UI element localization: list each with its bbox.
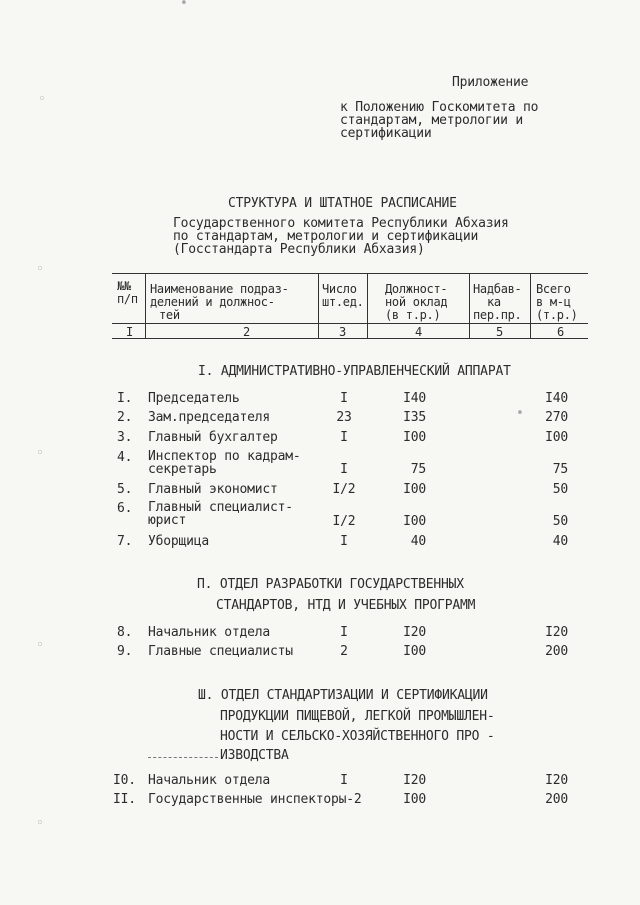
column-header: (в т.р.): [385, 308, 441, 322]
position-name: Зам.председателя: [148, 410, 271, 425]
salary-value: 75: [410, 462, 426, 477]
total-value: I00: [545, 430, 568, 445]
position-name: Начальник отдела: [148, 625, 271, 640]
binding-hole-mark: ◦: [36, 446, 44, 461]
salary-value: I00: [403, 430, 426, 445]
staff-count: 23: [336, 410, 352, 425]
position-name: Председатель: [148, 391, 240, 406]
column-header: (т.р.): [536, 308, 578, 322]
position-name: Государственные инспекторы-2: [148, 792, 362, 807]
binding-hole-mark: ◦: [36, 816, 44, 831]
position-name: Главный экономист: [148, 482, 278, 497]
appendix-line: стандартам, метрологии и: [340, 113, 524, 128]
binding-hole-mark: ◦: [36, 262, 44, 277]
position-name: Главный специалист-: [148, 500, 293, 515]
total-value: I20: [545, 625, 568, 640]
column-header: шт.ед.: [322, 295, 364, 309]
staff-count: I: [340, 625, 348, 640]
row-number: 7.: [117, 534, 133, 549]
column-number: I: [126, 325, 133, 339]
staff-count: I/2: [332, 482, 356, 497]
heading-line: Государственного комитета Республики Абхазия: [173, 216, 509, 231]
salary-value: 40: [410, 534, 426, 549]
column-header: Должност-: [385, 282, 448, 296]
binding-hole-mark: ◦: [36, 638, 44, 653]
column-header: ной оклад: [385, 295, 448, 309]
section-title: СТАНДАРТОВ, НТД И УЧЕБНЫХ ПРОГРАММ: [216, 598, 476, 613]
row-number: I0.: [113, 773, 136, 788]
total-value: 50: [552, 514, 568, 529]
position-name: Инспектор по кадрам-: [148, 449, 301, 464]
position-name: секретарь: [148, 462, 217, 477]
row-number: II.: [113, 792, 136, 807]
row-number: 8.: [117, 625, 133, 640]
column-header: п/п: [117, 292, 138, 306]
position-name: Главный бухгалтер: [148, 430, 278, 445]
position-name: Главные специалисты: [148, 644, 293, 659]
position-name: Уборщица: [148, 534, 210, 549]
column-number: 3: [339, 325, 346, 339]
column-header: Надбав-: [473, 282, 522, 296]
binding-hole-mark: ◦: [38, 92, 46, 107]
section-title: ПРОДУКЦИИ ПИЩЕВОЙ, ЛЕГКОЙ ПРОМЫШЛЕН-: [220, 709, 495, 724]
appendix-title: Приложение: [452, 75, 529, 90]
row-number: 5.: [117, 482, 133, 497]
row-number: 3.: [117, 430, 133, 445]
appendix-line: сертификации: [340, 126, 432, 141]
section-title: ИЗВОДСТВА: [220, 748, 289, 763]
salary-value: I20: [403, 625, 426, 640]
column-header: тей: [159, 308, 180, 322]
column-header: Всего: [536, 282, 571, 296]
total-value: 50: [552, 482, 568, 497]
salary-value: I00: [403, 514, 426, 529]
staff-count: I: [340, 534, 348, 549]
total-value: 200: [545, 792, 568, 807]
section-title: I. АДМИНИСТРАТИВНО-УПРАВЛЕНЧЕСКИЙ АППАРАТ: [198, 364, 511, 379]
ink-speck: •: [180, 0, 188, 11]
column-header: Число: [322, 282, 357, 296]
salary-value: I40: [403, 391, 426, 406]
total-value: I20: [545, 773, 568, 788]
position-name: Начальник отдела: [148, 773, 271, 788]
column-header: ка: [487, 295, 501, 309]
heading-line: по стандартам, метрологии и сертификации: [173, 229, 479, 244]
salary-value: I20: [403, 773, 426, 788]
staff-count: I: [340, 773, 348, 788]
salary-value: I00: [403, 644, 426, 659]
row-number: 6.: [117, 501, 133, 516]
column-number: 5: [496, 325, 503, 339]
heading-line: (Госстандарта Республики Абхазия): [173, 242, 425, 257]
row-number: I.: [117, 391, 133, 406]
total-value: 75: [552, 462, 568, 477]
staff-count: I/2: [332, 514, 356, 529]
column-number: 4: [415, 325, 422, 339]
column-header: делений и должнос-: [150, 295, 275, 309]
document-heading: СТРУКТУРА И ШТАТНОЕ РАСПИСАНИЕ: [228, 196, 457, 211]
appendix-line: к Положению Госкомитета по: [340, 100, 539, 115]
section-title: П. ОТДЕЛ РАЗРАБОТКИ ГОСУДАРСТВЕННЫХ: [197, 577, 464, 592]
position-name: юрист: [148, 513, 187, 528]
staff-count: I: [340, 391, 348, 406]
row-number: 2.: [117, 410, 133, 425]
salary-value: I00: [403, 792, 426, 807]
faint-rule: [148, 757, 218, 758]
staff-count: I: [340, 462, 348, 477]
column-number: 6: [557, 325, 564, 339]
column-header: Наименование подраз-: [150, 282, 289, 296]
salary-value: I00: [403, 482, 426, 497]
column-header: №№: [117, 279, 131, 293]
ink-speck: •: [516, 406, 524, 421]
salary-value: I35: [403, 410, 426, 425]
column-number: 2: [243, 325, 250, 339]
total-value: 200: [545, 644, 568, 659]
total-value: 40: [552, 534, 568, 549]
column-header: пер.пр.: [473, 308, 522, 322]
section-title: НОСТИ И СЕЛЬСКО-ХОЗЯЙСТВЕННОГО ПРО -: [220, 729, 495, 744]
staff-count: 2: [340, 644, 348, 659]
section-title: Ш. ОТДЕЛ СТАНДАРТИЗАЦИИ И СЕРТИФИКАЦИИ: [198, 688, 488, 703]
row-number: 4.: [117, 450, 133, 465]
total-value: 270: [545, 410, 568, 425]
staff-count: I: [340, 430, 348, 445]
total-value: I40: [545, 391, 568, 406]
row-number: 9.: [117, 644, 133, 659]
column-header: в м-ц: [536, 295, 571, 309]
